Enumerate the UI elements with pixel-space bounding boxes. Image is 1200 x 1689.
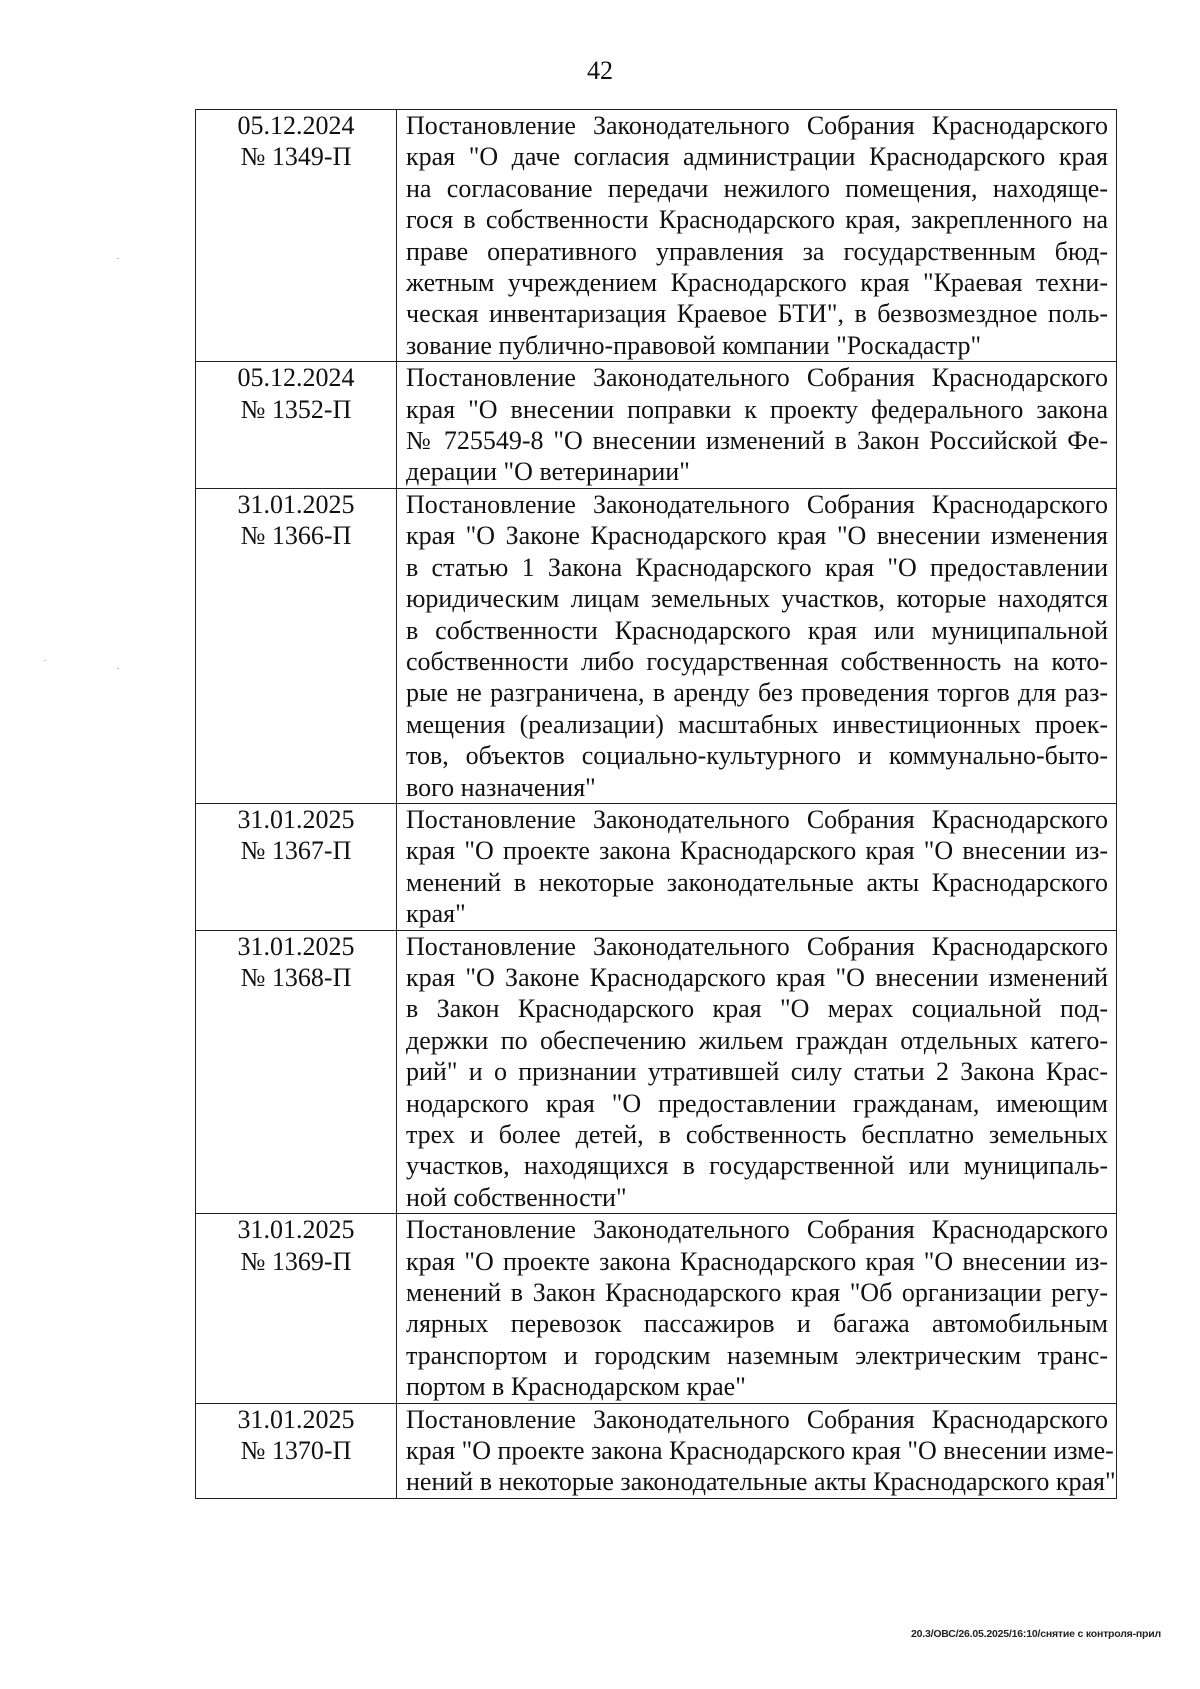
resolution-date-number-cell (196, 1403, 397, 1498)
resolution-title-line: менений в Закон Краснодарского края "Об организации регу- (406, 1278, 1108, 1308)
resolution-title-line: в Закон Краснодарского края "О мерах социальной под- (406, 994, 1108, 1024)
resolution-date: 05.12.2024 (237, 111, 355, 140)
resolution-title-line: в статью 1 Закона Краснодарского края "О предоставлении (406, 552, 1108, 582)
resolution-date: 31.01.2025 (237, 804, 355, 834)
resolution-row (196, 488, 1117, 803)
resolution-title-line: вого назначения" (406, 772, 596, 802)
resolution-title-line: участков, находящихся в государственной или муниципаль- (406, 1151, 1108, 1181)
resolution-row (196, 362, 1117, 489)
resolution-date: 31.01.2025 (237, 1215, 355, 1245)
resolution-title-line: держки по обеспечению жильем граждан отдельных катего- (406, 1025, 1108, 1055)
page-number: 42 (587, 56, 613, 85)
resolution-title-line: Постановление Законодательного Собрания Краснодарского (406, 931, 1108, 961)
resolutions-table-body (196, 110, 1117, 1499)
resolution-row (196, 803, 1117, 930)
document-control-code: 20.3/ОВС/26.05.2025/16:10/снятие с контроля-прил (910, 1628, 1161, 1640)
resolution-number: № 1349-П (240, 142, 352, 172)
resolution-title-line: в собственности Краснодарского края или муниципальной (406, 615, 1108, 645)
resolution-title-line: на согласование передачи нежилого помещения, находяще- (406, 173, 1108, 203)
resolution-row (196, 1214, 1117, 1403)
resolution-title-line: края "О даче согласия администрации Краснодарского края (406, 142, 1108, 172)
resolution-title-line: Постановление Законодательного Собрания Краснодарского (406, 1404, 1108, 1434)
resolution-title-line: Постановление Законодательного Собрания Краснодарского (406, 363, 1108, 393)
resolution-title-cell (397, 488, 1117, 803)
resolution-title-line: Постановление Законодательного Собрания Краснодарского (406, 489, 1108, 519)
resolution-title-cell (397, 930, 1117, 1214)
resolution-title-line: гося в собственности Краснодарского края, закрепленного на (406, 205, 1108, 235)
resolution-title-line: Постановление Законодательного Собрания Краснодарского (406, 111, 1108, 140)
resolution-title-cell (397, 1214, 1117, 1403)
resolution-date-number-cell (196, 488, 397, 803)
resolution-number: № 1368-П (240, 962, 352, 992)
resolution-title-line: трех и более детей, в собственность бесплатно земельных (406, 1120, 1108, 1149)
resolution-number: № 1370-П (240, 1436, 352, 1466)
resolution-title-line: края "О Законе Краснодарского края "О внесении изменения (406, 521, 1108, 551)
resolution-title-line: рий" и о признании утратившей силу статьи 2 Закона Крас- (406, 1057, 1108, 1087)
resolution-title-line: портом в Краснодарском крае" (406, 1372, 746, 1402)
resolution-title-line: мещения (реализации) масштабных инвестиционных проек- (406, 709, 1108, 739)
resolution-title-line: края "О проекте закона Краснодарского края "О внесении из- (406, 1246, 1108, 1276)
resolution-title-line: дерации "О ветеринарии" (406, 457, 690, 487)
resolution-title-line: нений в некоторые законодательные акты Краснодарского края" (406, 1467, 1116, 1497)
resolution-date: 31.01.2025 (237, 1404, 355, 1434)
resolution-title-cell (397, 1403, 1117, 1498)
resolution-title-line: лярных перевозок пассажиров и багажа автомобильным (406, 1309, 1108, 1339)
resolution-title-line: края "О внесении поправки к проекту федерального закона (406, 394, 1108, 424)
resolution-date: 31.01.2025 (237, 931, 355, 961)
resolution-title-line: собственности либо государственная собственность на кото- (406, 646, 1108, 676)
resolution-title-cell (397, 362, 1117, 489)
resolution-date-number-cell (196, 110, 397, 362)
resolution-title-cell (397, 110, 1117, 362)
resolution-date: 31.01.2025 (237, 489, 355, 519)
resolution-number: № 1367-П (240, 836, 352, 866)
resolution-date-number-cell (196, 1214, 397, 1403)
scan-mark (117, 668, 119, 669)
scan-mark (117, 258, 119, 259)
resolution-date-number-cell (196, 803, 397, 930)
resolution-title-line: праве оперативного управления за государственным бюд- (406, 236, 1108, 266)
resolution-title-line: ческая инвентаризация Краевое БТИ", в безвозмездное поль- (406, 299, 1108, 329)
resolution-date: 05.12.2024 (237, 363, 355, 393)
resolution-row (196, 1403, 1117, 1498)
resolution-date-number-cell (196, 362, 397, 489)
scan-mark (44, 660, 46, 661)
resolution-title-line: края "О Законе Краснодарского края "О внесении изменений (406, 962, 1108, 992)
resolution-title-line: менений в некоторые законодательные акты Краснодарского (406, 867, 1108, 897)
resolution-title-cell (397, 803, 1117, 930)
resolution-title-line: нодарского края "О предоставлении гражданам, имеющим (406, 1088, 1108, 1118)
resolutions-table (195, 109, 1117, 1499)
resolution-number: № 1366-П (240, 521, 352, 551)
resolution-title-line: ной собственности" (406, 1182, 627, 1212)
resolution-title-line: Постановление Законодательного Собрания Краснодарского (406, 804, 1108, 834)
resolution-title-line: края "О проекте закона Краснодарского края "О внесении из- (406, 836, 1108, 866)
resolution-title-line: края "О проекте закона Краснодарского края "О внесении изме- (406, 1436, 1114, 1466)
resolution-title-line: рые не разграничена, в аренду без проведения торгов для раз- (406, 678, 1108, 708)
resolution-title-line: края" (406, 899, 466, 929)
resolution-date-number-cell (196, 930, 397, 1214)
resolution-title-line: Постановление Законодательного Собрания Краснодарского (406, 1215, 1108, 1245)
resolution-row (196, 930, 1117, 1214)
resolution-number: № 1369-П (240, 1246, 352, 1276)
resolution-number: № 1352-П (240, 394, 352, 424)
resolution-title-line: тов, объектов социально-культурного и коммунально-быто- (406, 741, 1108, 771)
resolution-title-line: транспортом и городским наземным электрическим транс- (406, 1340, 1108, 1370)
resolution-row (196, 110, 1117, 362)
resolution-title-line: жетным учреждением Краснодарского края "Краевая техни- (406, 268, 1108, 298)
resolution-title-line: зование публично-правовой компании "Роскадастр" (406, 330, 982, 360)
resolution-title-line: № 725549-8 "О внесении изменений в Закон Российской Фе- (406, 426, 1108, 456)
resolution-title-line: юридическим лицам земельных участков, которые находятся (406, 584, 1108, 614)
